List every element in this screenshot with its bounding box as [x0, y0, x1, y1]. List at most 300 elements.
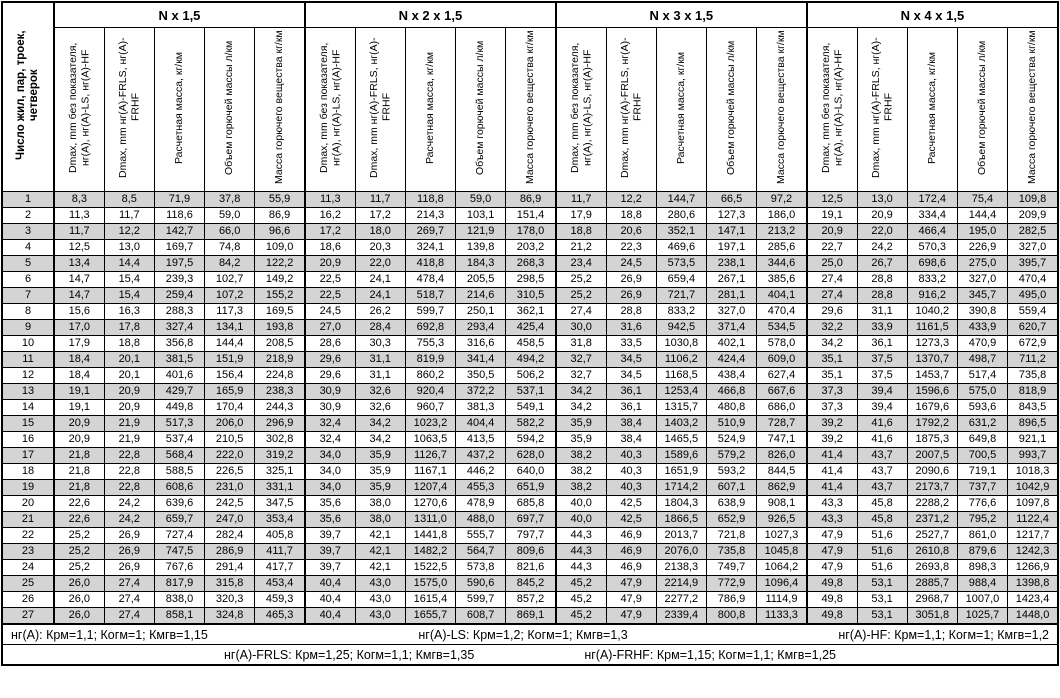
data-cell: 711,2: [1008, 352, 1058, 368]
group-header-row: [2, 2, 1058, 28]
row-number-cell: 19: [2, 480, 54, 496]
data-cell: 686,0: [757, 400, 807, 416]
data-cell: 32,6: [355, 384, 405, 400]
data-cell: 118,8: [405, 192, 455, 208]
data-cell: 39,7: [305, 528, 355, 544]
data-cell: 71,9: [154, 192, 204, 208]
data-cell: 197,1: [706, 240, 756, 256]
row-number-cell: 16: [2, 432, 54, 448]
data-cell: 53,1: [857, 576, 907, 592]
data-cell: 1482,2: [405, 544, 455, 560]
data-cell: 417,7: [255, 560, 305, 576]
data-cell: 698,6: [907, 256, 957, 272]
column-header: [907, 28, 957, 192]
data-cell: 30,9: [305, 400, 355, 416]
data-cell: 438,4: [706, 368, 756, 384]
data-cell: 459,3: [255, 592, 305, 608]
data-cell: 993,7: [1008, 448, 1058, 464]
data-cell: 1370,7: [907, 352, 957, 368]
data-cell: 15,4: [104, 288, 154, 304]
data-cell: 47,9: [807, 544, 857, 560]
data-cell: 40,0: [556, 496, 606, 512]
data-cell: 20,9: [54, 416, 104, 432]
data-cell: 2610,8: [907, 544, 957, 560]
data-cell: 2277,2: [656, 592, 706, 608]
data-cell: 458,5: [506, 336, 556, 352]
data-cell: 149,2: [255, 272, 305, 288]
data-cell: 31,1: [355, 368, 405, 384]
data-cell: 66,0: [205, 224, 255, 240]
table-row: [2, 192, 1058, 208]
data-cell: 151,9: [205, 352, 255, 368]
data-cell: 23,4: [556, 256, 606, 272]
row-number-cell: 26: [2, 592, 54, 608]
data-cell: 2968,7: [907, 592, 957, 608]
data-cell: 327,0: [957, 272, 1007, 288]
data-cell: 411,7: [255, 544, 305, 560]
data-cell: 1007,0: [957, 592, 1007, 608]
data-cell: 2214,9: [656, 576, 706, 592]
data-cell: 18,4: [54, 352, 104, 368]
data-cell: 627,4: [757, 368, 807, 384]
column-header-label: Объем горючей массы л/км: [474, 39, 487, 175]
data-cell: 573,8: [456, 560, 506, 576]
data-cell: 107,2: [205, 288, 255, 304]
data-cell: 214,3: [405, 208, 455, 224]
data-cell: 144,7: [656, 192, 706, 208]
data-cell: 34,0: [305, 464, 355, 480]
data-cell: 1453,7: [907, 368, 957, 384]
data-cell: 24,1: [355, 288, 405, 304]
group-header-n-x-1-5: N x 1,5: [54, 2, 305, 28]
data-cell: 238,1: [706, 256, 756, 272]
data-cell: 433,9: [957, 320, 1007, 336]
column-header: [456, 28, 506, 192]
data-cell: 275,0: [957, 256, 1007, 272]
data-cell: 404,4: [456, 416, 506, 432]
data-cell: 25,2: [54, 544, 104, 560]
group-header-n-x-4-x-1-5: N x 4 x 1,5: [807, 2, 1058, 28]
data-cell: 59,0: [205, 208, 255, 224]
data-cell: 86,9: [255, 208, 305, 224]
data-cell: 35,9: [355, 480, 405, 496]
data-cell: 767,6: [154, 560, 204, 576]
data-cell: 795,2: [957, 512, 1007, 528]
data-cell: 534,5: [757, 320, 807, 336]
data-cell: 1465,5: [656, 432, 706, 448]
data-cell: 38,0: [355, 496, 405, 512]
data-cell: 22,0: [355, 256, 405, 272]
data-cell: 857,2: [506, 592, 556, 608]
data-cell: 1714,2: [656, 480, 706, 496]
data-cell: 18,8: [606, 208, 656, 224]
data-cell: 43,7: [857, 464, 907, 480]
data-cell: 1866,5: [656, 512, 706, 528]
data-cell: 2013,7: [656, 528, 706, 544]
data-cell: 524,9: [706, 432, 756, 448]
data-cell: 2173,7: [907, 480, 957, 496]
data-cell: 1242,3: [1008, 544, 1058, 560]
data-cell: 579,2: [706, 448, 756, 464]
data-cell: 285,6: [757, 240, 807, 256]
column-header-label: Dmax, mm нг(A)-FRLS, нг(A)-FRHF: [869, 36, 895, 178]
data-cell: 37,3: [807, 384, 857, 400]
data-cell: 40,3: [606, 448, 656, 464]
data-cell: 41,6: [857, 416, 907, 432]
data-cell: 353,4: [255, 512, 305, 528]
data-cell: 39,2: [807, 432, 857, 448]
data-cell: 286,9: [205, 544, 255, 560]
row-number-cell: 21: [2, 512, 54, 528]
data-cell: 34,2: [355, 432, 405, 448]
data-cell: 21,9: [104, 432, 154, 448]
data-cell: 224,8: [255, 368, 305, 384]
data-cell: 121,9: [456, 224, 506, 240]
data-cell: 1398,8: [1008, 576, 1058, 592]
data-cell: 29,6: [807, 304, 857, 320]
data-cell: 651,9: [506, 480, 556, 496]
data-cell: 593,2: [706, 464, 756, 480]
data-cell: 325,1: [255, 464, 305, 480]
data-cell: 22,3: [606, 240, 656, 256]
table-row: [2, 272, 1058, 288]
data-cell: 845,2: [506, 576, 556, 592]
data-cell: 424,4: [706, 352, 756, 368]
data-cell: 210,5: [205, 432, 255, 448]
data-cell: 510,9: [706, 416, 756, 432]
data-cell: 31,1: [355, 352, 405, 368]
data-cell: 32,4: [305, 432, 355, 448]
data-cell: 478,9: [456, 496, 506, 512]
data-cell: 3051,8: [907, 608, 957, 625]
data-cell: 27,4: [104, 608, 154, 625]
data-cell: 238,3: [255, 384, 305, 400]
data-cell: 570,3: [907, 240, 957, 256]
data-cell: 1030,8: [656, 336, 706, 352]
data-cell: 590,6: [456, 576, 506, 592]
column-header: [205, 28, 255, 192]
column-header-label: Объем горючей массы л/км: [725, 39, 738, 175]
table-row: [2, 352, 1058, 368]
data-cell: 34,5: [606, 368, 656, 384]
data-cell: 549,1: [506, 400, 556, 416]
data-cell: 259,4: [154, 288, 204, 304]
data-cell: 34,2: [807, 336, 857, 352]
data-cell: 39,4: [857, 400, 907, 416]
data-cell: 1064,2: [757, 560, 807, 576]
data-cell: 35,6: [305, 512, 355, 528]
data-cell: 147,1: [706, 224, 756, 240]
data-cell: 320,3: [205, 592, 255, 608]
table-row: [2, 208, 1058, 224]
data-cell: 20,9: [54, 432, 104, 448]
data-cell: 455,3: [456, 480, 506, 496]
data-cell: 44,3: [556, 544, 606, 560]
data-cell: 169,5: [255, 304, 305, 320]
data-cell: 537,1: [506, 384, 556, 400]
data-cell: 700,5: [957, 448, 1007, 464]
data-cell: 45,8: [857, 496, 907, 512]
data-cell: 26,9: [606, 288, 656, 304]
data-cell: 21,9: [104, 416, 154, 432]
data-cell: 26,9: [606, 272, 656, 288]
data-cell: 22,8: [104, 448, 154, 464]
footnote-row-1: [2, 624, 1058, 645]
data-cell: 620,7: [1008, 320, 1058, 336]
data-cell: 1522,5: [405, 560, 455, 576]
data-cell: 8,5: [104, 192, 154, 208]
data-cell: 1311,0: [405, 512, 455, 528]
data-cell: 46,9: [606, 544, 656, 560]
column-header-label: Масса горючего вещества кг/км: [1026, 30, 1039, 184]
data-cell: 860,2: [405, 368, 455, 384]
table-row: [2, 432, 1058, 448]
data-cell: 43,0: [355, 608, 405, 625]
row-number-cell: 20: [2, 496, 54, 512]
data-cell: 74,8: [205, 240, 255, 256]
data-cell: 517,4: [957, 368, 1007, 384]
data-cell: 118,6: [154, 208, 204, 224]
data-cell: 800,8: [706, 608, 756, 625]
data-cell: 2090,6: [907, 464, 957, 480]
data-cell: 470,9: [957, 336, 1007, 352]
data-cell: 344,6: [757, 256, 807, 272]
data-cell: 22,6: [54, 496, 104, 512]
data-cell: 667,6: [757, 384, 807, 400]
table-row: [2, 240, 1058, 256]
column-header: [1008, 28, 1058, 192]
data-cell: 331,1: [255, 480, 305, 496]
data-cell: 20,9: [857, 208, 907, 224]
table-row: [2, 256, 1058, 272]
column-header-label: Dmax, mm без показателя, нг(A), нг(A)-LS, нг(A)-HF: [568, 41, 594, 173]
data-cell: 109,8: [1008, 192, 1058, 208]
data-cell: 39,2: [807, 416, 857, 432]
table-row: [2, 576, 1058, 592]
data-cell: 405,8: [255, 528, 305, 544]
data-cell: 12,2: [104, 224, 154, 240]
data-cell: 170,4: [205, 400, 255, 416]
column-header: [355, 28, 405, 192]
data-cell: 41,4: [807, 464, 857, 480]
data-cell: 14,7: [54, 272, 104, 288]
data-cell: 350,5: [456, 368, 506, 384]
data-cell: 568,4: [154, 448, 204, 464]
column-header-label: Dmax, mm нг(A)-FRLS, нг(A)-FRHF: [618, 36, 644, 178]
data-cell: 362,1: [506, 304, 556, 320]
data-cell: 12,5: [54, 240, 104, 256]
data-cell: 208,5: [255, 336, 305, 352]
data-cell: 218,9: [255, 352, 305, 368]
data-cell: 36,1: [606, 400, 656, 416]
data-cell: 1679,6: [907, 400, 957, 416]
data-cell: 45,2: [556, 608, 606, 625]
data-cell: 735,8: [706, 544, 756, 560]
data-cell: 495,0: [1008, 288, 1058, 304]
row-number-cell: 24: [2, 560, 54, 576]
data-cell: 203,2: [506, 240, 556, 256]
column-header: [104, 28, 154, 192]
row-number-cell: 18: [2, 464, 54, 480]
data-cell: 898,3: [957, 560, 1007, 576]
column-header: [54, 28, 104, 192]
data-cell: 755,3: [405, 336, 455, 352]
data-cell: 25,2: [54, 528, 104, 544]
data-cell: 38,2: [556, 480, 606, 496]
table-body: [2, 192, 1058, 625]
data-cell: 843,5: [1008, 400, 1058, 416]
data-cell: 22,5: [305, 272, 355, 288]
data-cell: 165,9: [205, 384, 255, 400]
column-header-label: Масса горючего вещества кг/км: [273, 30, 286, 184]
data-cell: 239,3: [154, 272, 204, 288]
data-cell: 41,6: [857, 432, 907, 448]
data-cell: 102,7: [205, 272, 255, 288]
data-cell: 588,5: [154, 464, 204, 480]
data-cell: 13,4: [54, 256, 104, 272]
data-cell: 19,1: [54, 400, 104, 416]
footnote-ng-a-hf: нг(A)-HF: Крм=1,1; Когм=1; Кмгв=1,2: [838, 627, 1049, 642]
column-header: [957, 28, 1007, 192]
data-cell: 38,0: [355, 512, 405, 528]
data-cell: 282,5: [1008, 224, 1058, 240]
data-cell: 640,0: [506, 464, 556, 480]
data-cell: 826,0: [757, 448, 807, 464]
data-cell: 34,2: [355, 416, 405, 432]
data-cell: 1575,0: [405, 576, 455, 592]
data-cell: 564,7: [456, 544, 506, 560]
data-cell: 22,8: [104, 480, 154, 496]
data-cell: 144,4: [957, 208, 1007, 224]
data-cell: 628,0: [506, 448, 556, 464]
data-cell: 1027,3: [757, 528, 807, 544]
table-row: [2, 512, 1058, 528]
data-cell: 809,6: [506, 544, 556, 560]
data-cell: 49,8: [807, 592, 857, 608]
column-header: [807, 28, 857, 192]
data-cell: 402,1: [706, 336, 756, 352]
data-cell: 334,4: [907, 208, 957, 224]
data-cell: 35,9: [556, 432, 606, 448]
data-cell: 43,7: [857, 480, 907, 496]
data-cell: 172,4: [907, 192, 957, 208]
data-cell: 27,4: [807, 288, 857, 304]
data-cell: 97,2: [757, 192, 807, 208]
data-cell: 26,9: [104, 560, 154, 576]
data-cell: 1403,2: [656, 416, 706, 432]
data-cell: 20,1: [104, 352, 154, 368]
column-header: [154, 28, 204, 192]
data-cell: 573,5: [656, 256, 706, 272]
data-cell: 1217,7: [1008, 528, 1058, 544]
table-row: [2, 496, 1058, 512]
table-row: [2, 288, 1058, 304]
data-cell: 2371,2: [907, 512, 957, 528]
data-cell: 916,2: [907, 288, 957, 304]
data-cell: 24,5: [305, 304, 355, 320]
data-cell: 21,8: [54, 448, 104, 464]
data-cell: 28,8: [857, 288, 907, 304]
data-cell: 103,1: [456, 208, 506, 224]
data-cell: 1168,5: [656, 368, 706, 384]
table-row: [2, 400, 1058, 416]
data-cell: 599,7: [456, 592, 506, 608]
data-cell: 844,5: [757, 464, 807, 480]
data-cell: 242,5: [205, 496, 255, 512]
data-cell: 31,6: [606, 320, 656, 336]
row-number-cell: 5: [2, 256, 54, 272]
data-cell: 672,9: [1008, 336, 1058, 352]
data-cell: 817,9: [154, 576, 204, 592]
data-cell: 17,2: [355, 208, 405, 224]
table-row: [2, 224, 1058, 240]
data-cell: 818,9: [1008, 384, 1058, 400]
data-cell: 35,9: [355, 464, 405, 480]
data-cell: 15,6: [54, 304, 104, 320]
data-cell: 26,0: [54, 608, 104, 625]
data-cell: 582,2: [506, 416, 556, 432]
footnote-ng-a: нг(A): Крм=1,1; Когм=1; Кмгв=1,15: [11, 627, 208, 642]
data-cell: 195,0: [957, 224, 1007, 240]
data-cell: 352,1: [656, 224, 706, 240]
data-cell: 40,4: [305, 576, 355, 592]
data-cell: 16,2: [305, 208, 355, 224]
column-header-label: Расчетная масса, кг/км: [424, 50, 437, 164]
data-cell: 117,3: [205, 304, 255, 320]
column-header-label: Объем горючей массы л/км: [976, 39, 989, 175]
data-cell: 316,6: [456, 336, 506, 352]
data-cell: 1096,4: [757, 576, 807, 592]
data-cell: 41,4: [807, 448, 857, 464]
data-cell: 22,6: [54, 512, 104, 528]
data-cell: 1655,7: [405, 608, 455, 625]
data-cell: 821,6: [506, 560, 556, 576]
data-cell: 293,4: [456, 320, 506, 336]
data-cell: 30,3: [355, 336, 405, 352]
data-cell: 269,7: [405, 224, 455, 240]
data-cell: 14,4: [104, 256, 154, 272]
data-cell: 122,2: [255, 256, 305, 272]
data-cell: 288,3: [154, 304, 204, 320]
data-cell: 413,5: [456, 432, 506, 448]
data-cell: 11,7: [104, 208, 154, 224]
data-cell: 28,4: [355, 320, 405, 336]
data-cell: 1126,7: [405, 448, 455, 464]
table-row: [2, 368, 1058, 384]
data-cell: 1042,9: [1008, 480, 1058, 496]
data-cell: 721,7: [656, 288, 706, 304]
data-cell: 139,8: [456, 240, 506, 256]
data-cell: 30,9: [305, 384, 355, 400]
data-cell: 797,7: [506, 528, 556, 544]
data-cell: 12,5: [807, 192, 857, 208]
data-cell: 920,4: [405, 384, 455, 400]
table-row: [2, 464, 1058, 480]
data-cell: 727,4: [154, 528, 204, 544]
row-number-cell: 3: [2, 224, 54, 240]
group-header-n-x-2-x-1-5: N x 2 x 1,5: [305, 2, 556, 28]
data-cell: 466,8: [706, 384, 756, 400]
data-cell: 20,3: [355, 240, 405, 256]
column-header: [757, 28, 807, 192]
data-cell: 226,9: [957, 240, 1007, 256]
data-cell: 38,4: [606, 416, 656, 432]
data-cell: 697,7: [506, 512, 556, 528]
data-cell: 15,4: [104, 272, 154, 288]
data-cell: 22,5: [305, 288, 355, 304]
data-cell: 86,9: [506, 192, 556, 208]
data-cell: 575,0: [957, 384, 1007, 400]
